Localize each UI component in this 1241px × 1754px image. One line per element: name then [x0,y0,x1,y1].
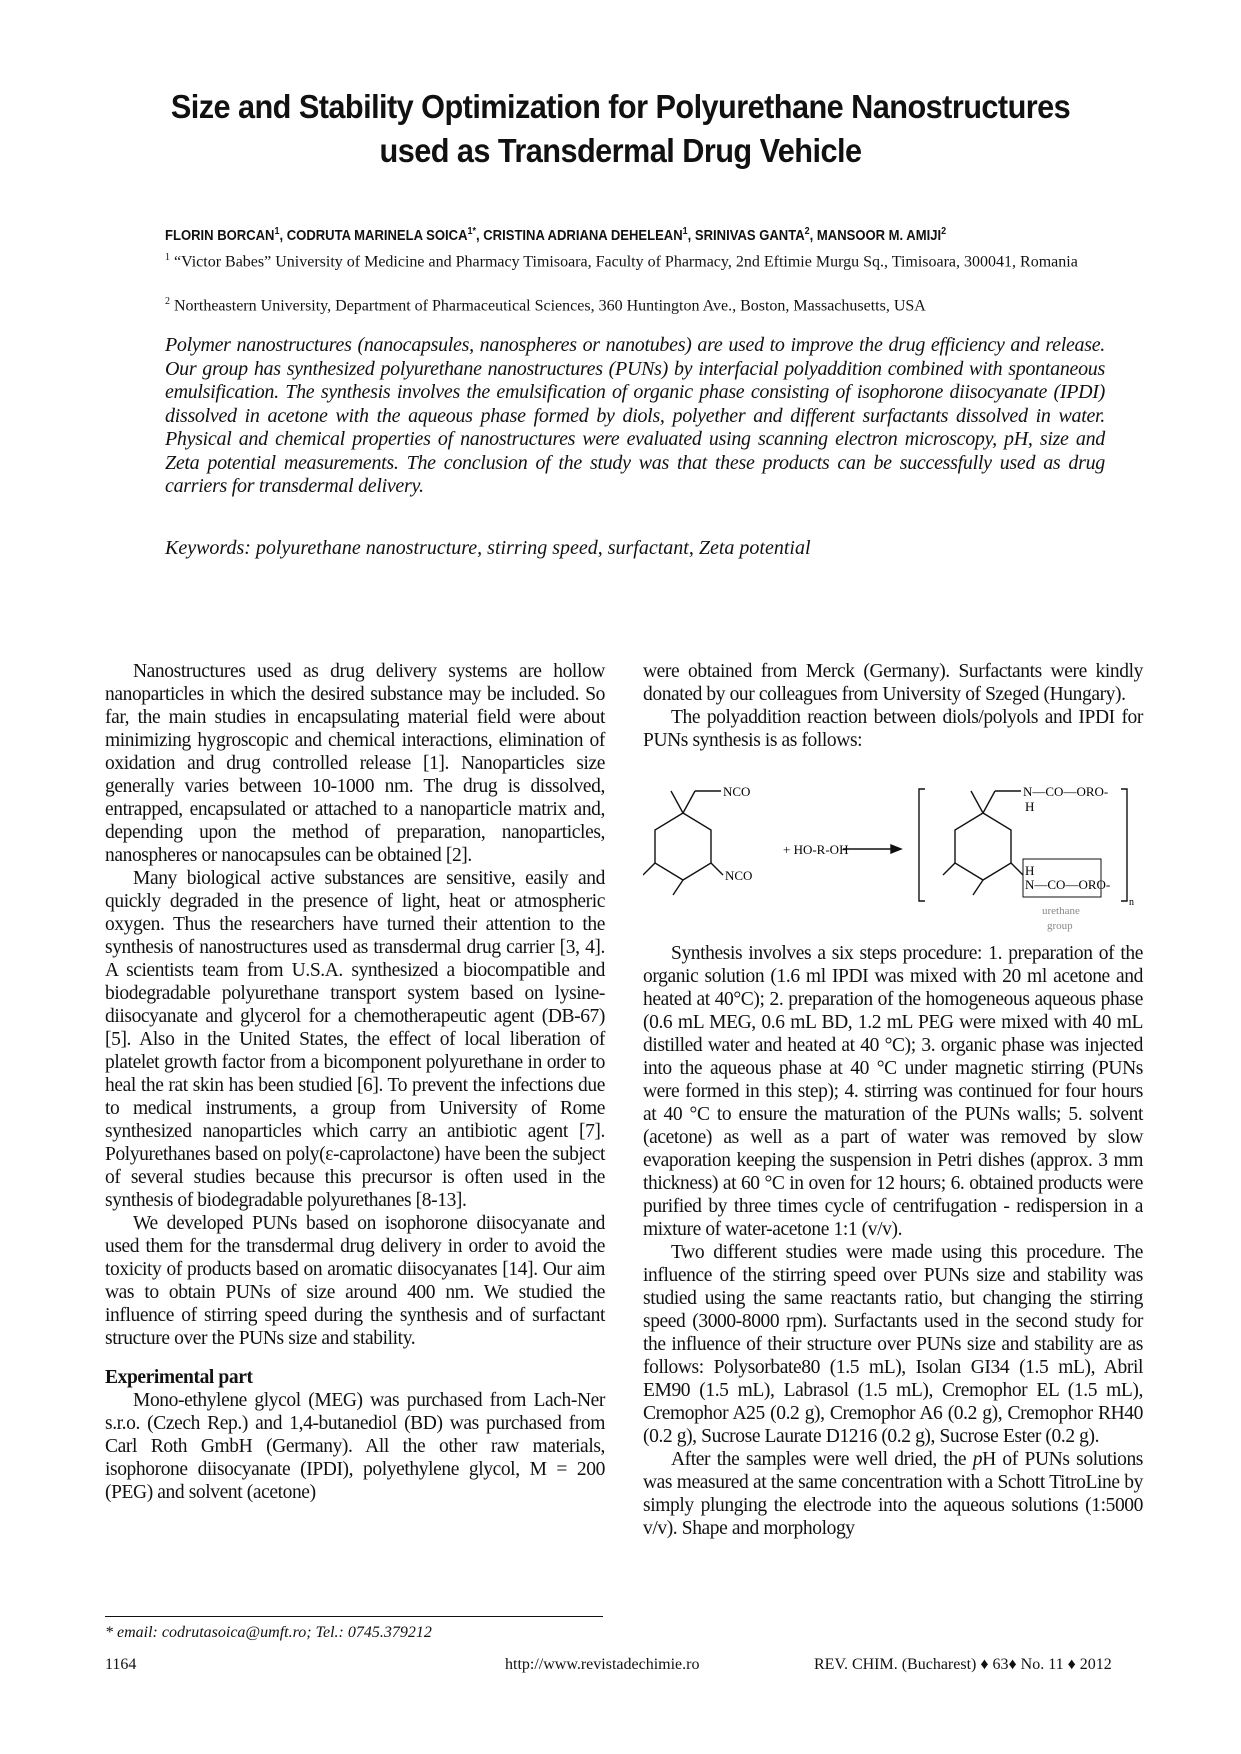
paragraph: Mono-ethylene glycol (MEG) was purchased from Lach-Ner s.r.o. (Czech Rep.) and 1,4-butanediol (BD) was purchased from Carl Roth GmbH (Germany). All the other raw materials, isophorone diisocyanate (IPDI), polyethylene glycol, M = 200 (PEG) and solvent (acetone) [105,1390,605,1503]
paragraph: Many biological active substances are sensitive, easily and quickly degraded in the presence of light, heat or atmospheric oxygen. Thus the researchers have turned their attention to the synthesis of nanostructures used as transdermal drug carrier [3, 4]. A scientists team from U.S.A. synthesized a biocompatible and biodegradable polyurethane transport system based on lysine-diisocyanate and glycerol for a chemotherapeutic agent (DB-67) [5]. Also in the United States, the effect of local liberation of platelet growth factor from a bicomponent polyurethane in order to heal the rat skin has been studied [6]. To prevent the infections due to medical instruments, a group from University of Rome synthesized nanoparticles which carry an antibiotic agent [7]. Polyurethanes based on poly(ε-caprolactone) have been the subject of several studies because this precursor is often used in the synthesis of biodegradable polyurethanes [8-13]. [105,868,605,1211]
paragraph: were obtained from Merck (Germany). Surfactants were kindly donated by our colleagues from University of Szeged (Hungary). [643,661,1143,705]
author-name: SRINIVAS GANTA [694,227,805,244]
paragraph: Two different studies were made using this procedure. The influence of the stirring speed over PUNs size and stability was studied using the same reactants ratio, but changing the stirring speed (3000-8000 rpm). Surfactants used in the second study for the influence of their structure over PUNs size and stability are as follows: Polysorbate80 (1.5 mL), Isolan GI34 (1.5 mL), Abril EM90 (1.5 mL), Labrasol (1.5 mL), Cremophor EL (1.5 mL), Cremophor A25 (0.2 g), Cremophor A6 (0.2 g), Cremophor RH40 (0.2 g), Sucrose Laurate D1216 (0.2 g), Sucrose Ester (0.2 g). [643,1242,1143,1447]
journal-url: http://www.revistadechimie.ro [505,1656,700,1673]
reactant-ring [655,813,711,880]
product-bottom-label: N—CO—ORO- [1025,877,1111,892]
product-bottom-h: H [1025,863,1035,878]
reagent-label: + HO-R-OH [783,842,849,857]
right-column-top [643,660,1143,752]
affiliation-1: $^1$ “Victor Babes” University of Medicine and Pharmacy Timisoara, Faculty of Pharmacy, 2nd Eftimie Murgu Sq., Timisoara, 300041, Romania [165,252,1078,271]
urethane-label-1: urethane [1042,905,1080,917]
paragraph: The polyaddition reaction between diols/polyols and IPDI for PUNs synthesis is as follows: [643,707,1143,751]
journal-citation: REV. CHIM. (Bucharest) ♦ 63♦ No. 11 ♦ 2012 [814,1656,1112,1673]
footnote-rule [105,1616,603,1617]
title-line-2: used as Transdermal Drug Vehicle [379,132,862,169]
product-top-label: N—CO—ORO- [1023,784,1109,799]
affiliation-2: $^2$ Northeastern University, Department of Pharmaceutical Sciences, 360 Huntington Ave., Boston, Massachusetts, USA [165,296,926,315]
product-bracket-left [919,789,925,901]
section-heading: Experimental part [105,1367,253,1388]
author-sup: 1* [467,226,477,237]
author-name: MANSOOR M. AMIJI [816,227,942,244]
paragraph: We developed PUNs based on isophorone diisocyanate and used them for the transdermal drug delivery in order to avoid the toxicity of products based on aromatic diisocyanates [14]. Our aim was to obtain PUNs of size around 400 nm. We studied the influence of stirring speed during the synthesis and of surfactant structure over the PUNs size and stability. [105,1213,605,1349]
paragraph: Nanostructures used as drug delivery systems are hollow nanoparticles in which the desired substance may be included. So far, the main studies in encapsulating material field were about minimizing hygroscopic and chemical interactions, elimination of oxidation and drug controlled release [1]. Nanoparticles size generally varies between 10-1000 nm. The drug is dissolved, entrapped, encapsulated or attached to a nanoparticle matrix and, depending upon the method of preparation, nanoparticles, nanospheres or nanocapsules can be obtained [2]. [105,661,605,866]
author-name: FLORIN BORCAN [165,227,275,244]
author-sup: 1 [682,226,688,237]
author-sup: 1 [274,226,280,237]
left-column [105,660,605,1504]
author-name: CRISTINA ADRIANA DEHELEAN [483,227,683,244]
product-bracket-right [1121,789,1127,901]
nco-top-label: NCO [723,784,751,799]
abstract: Polymer nanostructures (nanocapsules, nanospheres or nanotubes) are used to improve the drug efficiency and release. Our group has synthesized polyurethane nanostructures (PUNs) by interfacial polyaddition combined with spontaneous emulsification. The synthesis involves the emulsification of organic phase consisting of isophorone diisocyanate (IPDI) dissolved in acetone with the aqueous phase formed by diols, polyether and different surfactants dissolved in water. Physical and chemical properties of nanostructures were evaluated using scanning electron microscopy, pH, size and Zeta potential measurements. The conclusion of the study was that these products can be successfully used as drug carriers for transdermal delivery. [165,334,1105,497]
author-list: FLORIN BORCAN$^1$, CODRUTA MARINELA $SOICA^{1*}$, CRISTINA ADRIANA DEHELEAN$^1$, SRINIVAS GANTA$^2$, MANSOOR M. AMIJI$^2$ [165,226,947,244]
title-line-1: Size and Stability Optimization for Polyurethane Nanostructures [170,88,1071,125]
paper-title [99,85,1142,173]
footnote: * email: codrutasoica@umft.ro; Tel.: 0745.379212 [105,1624,432,1641]
urethane-label-2: group [1047,920,1073,932]
author-sup: 2 [941,226,947,237]
keywords: Keywords: polyurethane nanostructure, stirring speed, surfactant, Zeta potential [165,537,811,559]
author-name: CODRUTA MARINELA SOICA [286,227,468,244]
paragraph: After the samples were well dried, the pH of PUNs solutions was measured at the same concentration with a Schott TitroLine by simply plunging the electrode into the aqueous solutions (1:5000 v/v). Shape and morphology [643,1449,1143,1539]
page-number: 1164 [105,1656,137,1673]
reaction-scheme [643,783,1143,933]
subscript-n: n [1129,897,1134,908]
product-ring [955,813,1011,880]
right-column-bottom [643,942,1143,1540]
author-sup: 2 [804,226,810,237]
nco-bottom-label: NCO [725,868,753,883]
paragraph: Synthesis involves a six steps procedure: 1. preparation of the organic solution (1.6 ml IPDI was mixed with 20 ml acetone and heated at 40°C); 2. preparation of the homogeneous aqueous phase (0.6 mL MEG, 0.6 mL BD, 1.2 mL PEG were mixed with 40 mL distilled water and heated at 40 °C); 3. organic phase was injected into the aqueous phase at 40 °C under magnetic stirring (PUNs were formed in this step); 4. stirring was continued for four hours at 40 °C to ensure the maturation of the PUNs walls; 5. solvent (acetone) as well as a part of water was removed by slow evaporation keeping the suspension in Petri dishes (approx. 3 mm thickness) at 60 °C in oven for 12 hours; 6. obtained products were purified by three times cycle of centrifugation - redispersion in a mixture of water-acetone 1:1 (v/v). [643,943,1143,1240]
product-top-h: H [1025,799,1035,814]
